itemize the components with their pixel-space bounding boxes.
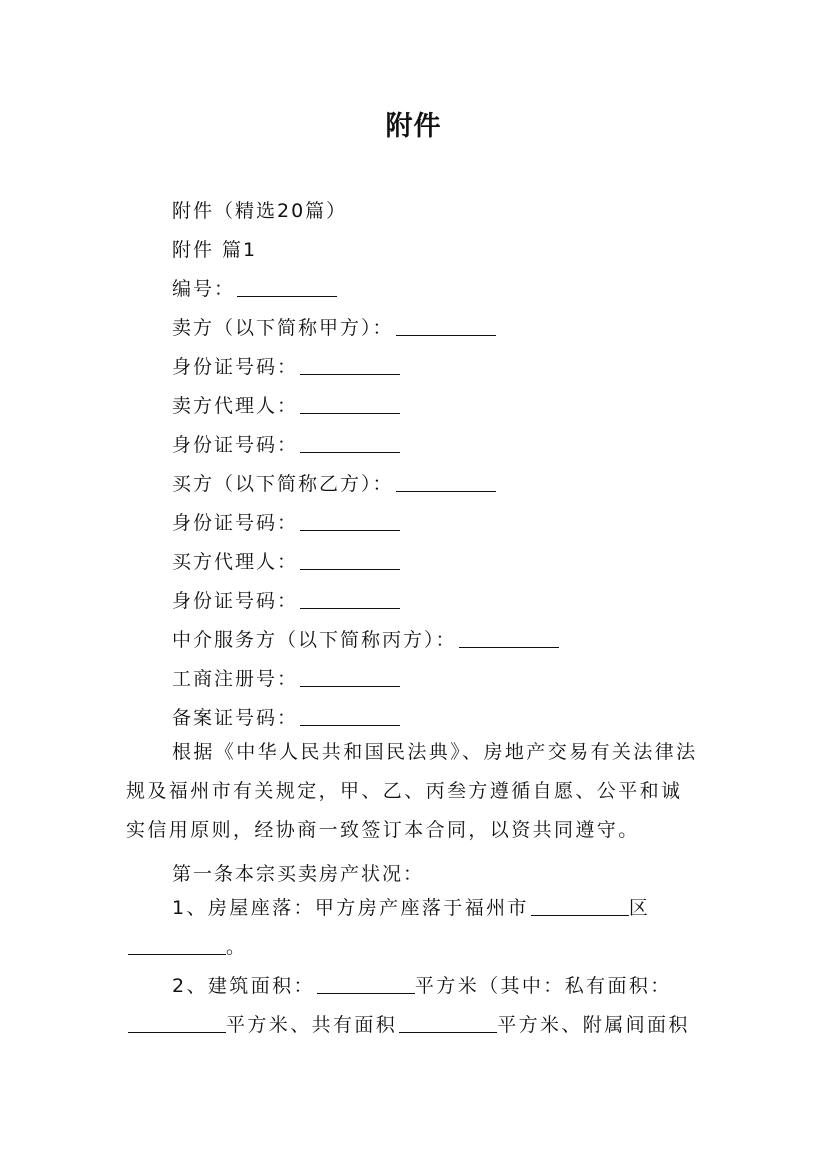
field-label: 身份证号码： [172, 434, 299, 456]
field-number [172, 277, 337, 301]
item-text: 。 [226, 936, 248, 958]
field-label: 身份证号码： [172, 512, 299, 534]
field-buyer-agent [172, 550, 400, 574]
field-label: 工商注册号： [172, 668, 299, 690]
field-seller-id [172, 355, 400, 379]
field-label: 编号： [172, 278, 236, 300]
fill-blank [300, 512, 400, 531]
fill-blank [300, 434, 400, 453]
item-1-location [126, 889, 702, 967]
intro-paragraph: 根据《中华人民共和国民法典》、房地产交易有关法律法规及福州市有关规定，甲、乙、丙叁方遵循自愿、公平和诚实信用原则，经协商一致签订本合同，以资共同遵守。 [126, 741, 698, 841]
fill-blank [237, 278, 337, 297]
fill-blank [399, 1014, 497, 1033]
field-label: 买方（以下简称乙方）： [172, 473, 394, 495]
field-seller-agent [172, 394, 400, 418]
subtitle: 附件（精选20篇） [172, 200, 348, 222]
item-text: 平方米（其中：私有面积： [414, 975, 672, 997]
field-filing-number [172, 706, 400, 730]
section-heading: 附件 篇1 [172, 239, 258, 261]
field-seller [172, 316, 496, 340]
item-text: 平方米、附属间面积 [497, 1014, 690, 1036]
item-2-area [126, 967, 702, 1045]
field-label: 中介服务方（以下简称丙方）： [172, 629, 457, 651]
field-label: 身份证号码： [172, 356, 299, 378]
fill-blank [459, 629, 559, 648]
fill-blank [128, 1014, 226, 1033]
field-buyer-agent-id [172, 589, 400, 613]
fill-blank [396, 473, 496, 492]
article-1-heading: 第一条本宗买卖房产状况： [172, 863, 425, 885]
fill-blank [300, 590, 400, 609]
document-title: 附件 [385, 111, 442, 142]
field-buyer-id [172, 511, 400, 535]
item-text: 2、建筑面积： [172, 975, 315, 997]
fill-blank [317, 975, 415, 994]
fill-blank [300, 395, 400, 414]
field-intermediary [172, 628, 559, 652]
item-text: 1、房屋座落：甲方房产座落于福州市 [172, 897, 529, 919]
item-text: 平方米、共有面积 [226, 1014, 398, 1036]
fill-blank [300, 551, 400, 570]
fill-blank [396, 317, 496, 336]
field-label: 备案证号码： [172, 707, 299, 729]
field-buyer [172, 472, 496, 496]
fill-blank [300, 707, 400, 726]
field-business-reg [172, 667, 400, 691]
field-label: 卖方代理人： [172, 395, 299, 417]
field-seller-agent-id [172, 433, 400, 457]
item-text: 区 [628, 897, 651, 919]
fill-blank [300, 668, 400, 687]
field-label: 卖方（以下简称甲方）： [172, 317, 394, 339]
field-label: 身份证号码： [172, 590, 299, 612]
field-label: 买方代理人： [172, 551, 299, 573]
fill-blank [531, 897, 629, 916]
fill-blank [128, 936, 226, 955]
fill-blank [300, 356, 400, 375]
